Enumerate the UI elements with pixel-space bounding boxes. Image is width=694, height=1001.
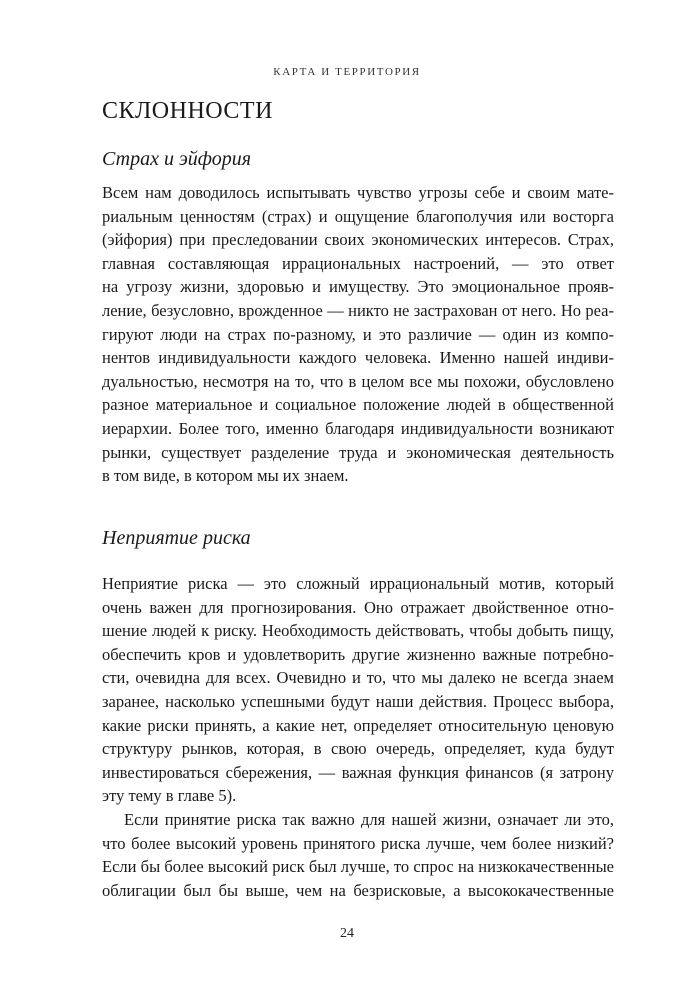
text-line: риальным ценностям (страх) и ощущение благополучия или восторга bbox=[102, 206, 614, 226]
text-line: эту тему в главе 5). bbox=[102, 786, 237, 806]
page-number: 24 bbox=[340, 926, 354, 941]
text-line: дуальностью, несмотря на то, что в целом все мы похожи, обусловлено bbox=[102, 371, 614, 391]
text-line: структуру рынков, которая, в свою очередь, определяет, куда будут bbox=[102, 739, 614, 759]
text-line: что более высокий уровень принятого риска лучше, чем более низкий? bbox=[102, 833, 614, 853]
text-line: нентов индивидуальности каждого человека. Именно нашей индиви- bbox=[102, 348, 614, 368]
text-line: Если принятие риска так важно для нашей жизни, означает ли это, bbox=[124, 810, 614, 829]
paragraph-fear-euphoria bbox=[102, 181, 614, 488]
chapter-title: СКЛОННОСТИ bbox=[102, 98, 273, 124]
text-line: инвестироваться сбережения, — важная функция финансов (я затрону bbox=[102, 762, 614, 782]
text-line: заранее, насколько успешными будут наши действия. Процесс выбора, bbox=[102, 691, 614, 711]
text-line: какие риски принять, а какие нет, определяет относительную ценовую bbox=[102, 715, 614, 735]
text-line: разное материальное и социальное положение людей в общественной bbox=[102, 395, 614, 415]
text-line: в том виде, в котором мы их знаем. bbox=[102, 466, 349, 486]
paragraph-risk-aversion-2 bbox=[102, 808, 614, 902]
text-line: ление, безусловно, врожденное — никто не застрахован от него. Но реа- bbox=[102, 300, 614, 320]
text-line: иерархии. Более того, именно благодаря индивидуальности возникают bbox=[102, 418, 614, 438]
text-line: обеспечить кров и удовлетворить другие жизненно важные потребно- bbox=[102, 644, 614, 664]
section-heading-risk-aversion: Неприятие риска bbox=[102, 527, 251, 549]
text-line: (эйфория) при преследовании своих экономических интересов. Страх, bbox=[102, 230, 614, 250]
running-header: КАРТА И ТЕРРИТОРИЯ bbox=[273, 66, 421, 78]
text-line: очень важен для прогнозирования. Оно отражает двойственное отно- bbox=[102, 597, 614, 617]
section-heading-fear-euphoria: Страх и эйфория bbox=[102, 148, 251, 170]
text-line: рынки, существует разделение труда и экономическая деятельность bbox=[102, 442, 614, 462]
text-line: облигации был бы выше, чем на безрисковые, а высококачественные bbox=[102, 880, 614, 900]
text-line: главная составляющая иррациональных настроений, — это ответ bbox=[102, 253, 614, 273]
text-line: на угрозу жизни, здоровью и имуществу. Это эмоциональное прояв- bbox=[102, 277, 614, 297]
text-line: Если бы более высокий риск был лучше, то спрос на низкокачественные bbox=[102, 857, 614, 877]
text-line: Всем нам доводилось испытывать чувство угрозы себе и своим мате- bbox=[102, 183, 614, 202]
text-line: шение людей к риску. Необходимость действовать, чтобы добыть пищу, bbox=[102, 621, 614, 641]
text-line: Неприятие риска — это сложный иррациональный мотив, который bbox=[102, 574, 614, 593]
text-line: гируют люди на страх по-разному, и это различие — один из компо- bbox=[102, 324, 614, 344]
text-line: сти, очевидна для всех. Очевидно и то, что мы далеко не всегда знаем bbox=[102, 668, 614, 688]
paragraph-risk-aversion-1 bbox=[102, 572, 614, 808]
